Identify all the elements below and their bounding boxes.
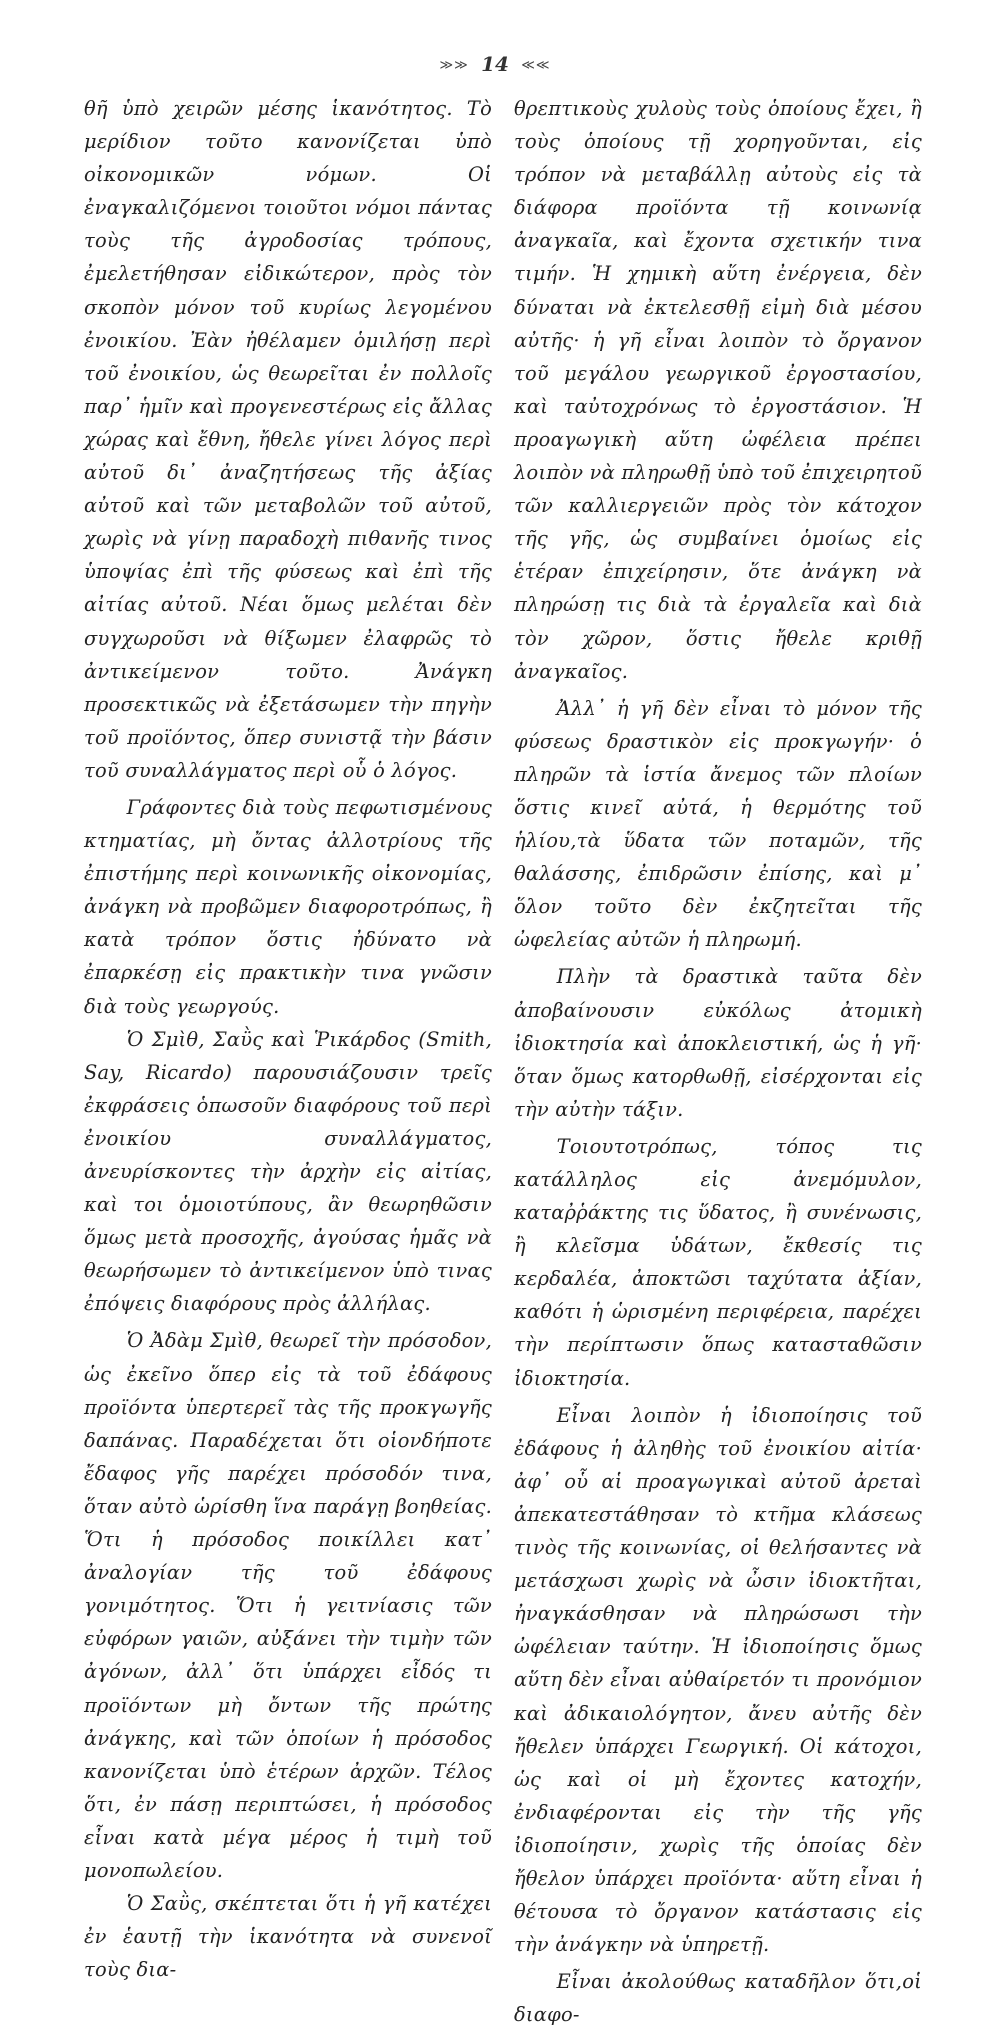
ornament-right: ≪≪ [521, 58, 551, 73]
ornament-left: ≫≫ [439, 58, 469, 73]
right-paragraph-3: Πλὴν τὰ δραστικὰ ταῦτα δὲν ἀποβαίνουσιν εὐκόλως ἀτομικὴ ἰδιοκτησία καὶ ἀποκλειστική, ὡς ἡ γῆ· ὅταν ὅμως κατορθωθῇ, εἰσέρχονται εἰς τὴν αὐτὴν τάξιν. [514, 965, 922, 1121]
left-paragraph-1: θῆ ὑπὸ χειρῶν μέσης ἱκανότητος. Τὸ μερίδιον τοῦτο κανονίζεται ὑπὸ οἰκονομικῶν νόμων. Οἱ ἐναγκαλιζόμενοι τοιοῦτοι νόμοι πάντας τοὺς τῆς ἀγροδοσίας τρόπους, ἐμελετήθησαν εἰδικώτερον, πρὸς τὸν σκοπὸν μόνον τοῦ κυρίως λεγομένου ἐνοικίου. Ἐὰν ἠθέλαμεν ὁμιλήσῃ περὶ τοῦ ἐνοικίου, ὡς θεωρεῖται ἐν πολλοῖς παρ᾿ ἡμῖν καὶ προγενεστέρως εἰς ἄλλας χώρας καὶ ἔθνη, ἤθελε γίνει λόγος περὶ αὐτοῦ δι᾿ ἀναζητήσεως τῆς ἀξίας αὐτοῦ καὶ τῶν μεταβολῶν τοῦ αὐτοῦ, χωρὶς νὰ γίνῃ παραδοχὴ πιθανῆς τινος ὑποψίας ἐπὶ τῆς φύσεως καὶ ἐπὶ τῆς αἰτίας αὐτοῦ. Νέαι ὅμως μελέται δὲν συγχωροῦσι νὰ θίξωμεν ἐλαφρῶς τὸ ἀντικείμενον τοῦτο. Ἀνάγκη προσεκτικῶς νὰ ἐξετάσωμεν τὴν πηγὴν τοῦ προϊόντος, ὅπερ συνιστᾷ τὴν βάσιν τοῦ συναλλάγματος περὶ οὗ ὁ λόγος. [84, 97, 492, 782]
left-paragraph-4: Ὁ Ἀδὰμ Σμὶθ, θεωρεῖ τὴν πρόσοδον, ὡς ἐκεῖνο ὅπερ εἰς τὰ τοῦ ἐδάφους προϊόντα ὑπερτερεῖ τὰς τῆς προκγωγῆς δαπάνας. Παραδέχεται ὅτι οἱονδήποτε ἔδαφος γῆς παρέχει πρόσοδόν τινα, ὅταν αὐτὸ ὡρίσθη ἵνα παράγῃ βοηθείας. Ὅτι ἡ πρόσοδος ποικίλλει κατ᾿ ἀναλογίαν τῆς τοῦ ἐδάφους γονιμότητος. Ὅτι ἡ γειτνίασις τῶν εὐφόρων γαιῶν, αὐξάνει τὴν τιμὴν τῶν ἀγόνων, ἀλλ᾿ ὅτι ὑπάρχει εἶδός τι προϊόντων μὴ ὄντων τῆς πρώτης ἀνάγκης, καὶ τῶν ὁποίων ἡ πρόσοδος κανονίζεται ὑπὸ ἑτέρων ἀρχῶν. Τέλος ὅτι, ἐν πάσῃ περιπτώσει, ἡ πρόσοδος εἶναι κατὰ μέγα μέρος ἡ τιμὴ τοῦ μονοπωλείου. [84, 1329, 492, 1882]
left-column [84, 92, 492, 1986]
right-paragraph-5: Εἶναι λοιπὸν ἡ ἰδιοποίησις τοῦ ἐδάφους ἡ ἀληθὴς τοῦ ἐνοικίου αἰτία· ἀφ᾿ οὗ αἱ προαγωγικαὶ αὐτοῦ ἀρεταὶ ἀπεκατεστάθησαν τὸ κτῆμα κλάσεως τινὸς τῆς κοινωνίας, οἱ θελήσαντες νὰ μετάσχωσι χωρὶς νὰ ὦσιν ἰδιοκτῆται, ἠναγκάσθησαν νὰ πληρώσωσι τὴν ὠφέλειαν ταύτην. Ἡ ἰδιοποίησις ὅμως αὕτη δὲν εἶναι αὐθαίρετόν τι προνόμιον καὶ ἀδικαιολόγητον, ἄνευ αὐτῆς δὲν ἤθελεν ὑπάρχει Γεωργική. Οἱ κάτοχοι, ὡς καὶ οἱ μὴ ἔχοντες κατοχήν, ἐνδιαφέρονται εἰς τὴν τῆς γῆς ἰδιοποίησιν, χωρὶς τῆς ὁποίας δὲν ἤθελον ὑπάρχει προϊόντα· αὕτη εἶναι ἡ θέτουσα τὸ ὄργανον κατάστασις εἰς τὴν ἀνάγκην νὰ ὑπηρετῇ. [514, 1403, 922, 1957]
right-column [514, 92, 922, 2031]
left-paragraph-5: Ὁ Σαῢς, σκέπτεται ὅτι ἡ γῆ κατέχει ἐν ἑαυτῇ τὴν ἱκανότητα νὰ συνενοῖ τοὺς δια- [84, 1892, 492, 1982]
right-paragraph-6: Εἶναι ἀκολούθως καταδῆλον ὅτι,οἱ διαφο- [514, 1970, 922, 2027]
right-paragraph-2: Ἀλλ᾿ ἡ γῆ δὲν εἶναι τὸ μόνον τῆς φύσεως δραστικὸν εἰς προκγωγήν· ὁ πληρῶν τὰ ἱστία ἄνεμος τῶν πλοίων ὅστις κινεῖ αὐτά, ἡ θερμότης τοῦ ἡλίου,τὰ ὕδατα τῶν ποταμῶν, τῆς θαλάσσης, ἐπιδρῶσιν ἐπίσης, καὶ μ᾿ ὅλον τοῦτο δὲν ἐκζητεῖται τῆς ὠφελείας αὐτῶν ἡ πληρωμή. [514, 696, 922, 952]
left-paragraph-2: Γράφοντες διὰ τοὺς πεφωτισμένους κτηματίας, μὴ ὄντας ἀλλοτρίους τῆς ἐπιστήμης περὶ κοινωνικῆς οἰκονομίας, ἀνάγκη νὰ προβῶμεν διαφοροτρόπως, ἢ κατὰ τρόπον ὅστις ἠδύνατο νὰ ἐπαρκέσῃ εἰς πρακτικὴν τινα γνῶσιν διὰ τοὺς γεωργούς. [84, 795, 492, 1018]
page-header [0, 52, 990, 76]
page-number: 14 [481, 52, 509, 76]
left-paragraph-3: Ὁ Σμὶθ, Σαῢς καὶ Ῥικάρδος (Smith, Say, Ricardo) παρουσιάζουσιν τρεῖς ἐκφράσεις ὁπωσοῦν διαφόρους τοῦ περὶ ἐνοικίου συναλλάγματος, ἀνευρίσκοντες τὴν ἀρχὴν εἰς αἰτίας, καὶ τοι ὁμοιοτύπους, ἂν θεωρηθῶσιν ὅμως μετὰ προσοχῆς, ἀγούσας ἡμᾶς νὰ θεωρήσωμεν τὸ ἀντικείμενον ὑπὸ τινας ἐπόψεις διαφόρους πρὸς ἀλλήλας. [84, 1027, 492, 1316]
right-paragraph-1: θρεπτικοὺς χυλοὺς τοὺς ὁποίους ἔχει, ἢ τοὺς ὁποίους τῇ χορηγοῦνται, εἰς τρόπον νὰ μεταβάλλῃ αὐτοὺς εἰς τὰ διάφορα προϊόντα τῇ κοινωνίᾳ ἀναγκαῖα, καὶ ἔχοντα σχετικήν τινα τιμήν. Ἡ χημικὴ αὕτη ἐνέργεια, δὲν δύναται νὰ ἐκτελεσθῇ εἰμὴ διὰ μέσου αὐτῆς· ἡ γῆ εἶναι λοιπὸν τὸ ὄργανον τοῦ μεγάλου γεωργικοῦ ἐργοστασίου, καὶ ταὐτοχρόνως τὸ ἐργοστάσιον. Ἡ προαγωγικὴ αὕτη ὠφέλεια πρέπει λοιπὸν νὰ πληρωθῇ ὑπὸ τοῦ ἐπιχειρητοῦ τῶν καλλιεργειῶν πρὸς τὸν κάτοχον τῆς γῆς, ὡς συμβαίνει ὁμοίως εἰς ἑτέραν ἐπιχείρησιν, ὅτε ἀνάγκη νὰ πληρώσῃ τις διὰ τὰ ἐργαλεῖα καὶ διὰ τὸν χῶρον, ὅστις ἤθελε κριθῇ ἀναγκαῖος. [514, 97, 922, 683]
right-paragraph-4: Τοιουτοτρόπως, τόπος τις κατάλληλος εἰς ἀνεμόμυλον, καταῤῥάκτης τις ὕδατος, ἢ συνένωσις, ἢ κλεῖσμα ὑδάτων, ἔκθεσίς τις κερδαλέα, ἀποκτῶσι ταχύτατα ἀξίαν, καθότι ἡ ὡρισμένη περιφέρεια, παρέχει τὴν περίπτωσιν ὅπως κατασταθῶσιν ἰδιοκτησία. [514, 1134, 922, 1390]
